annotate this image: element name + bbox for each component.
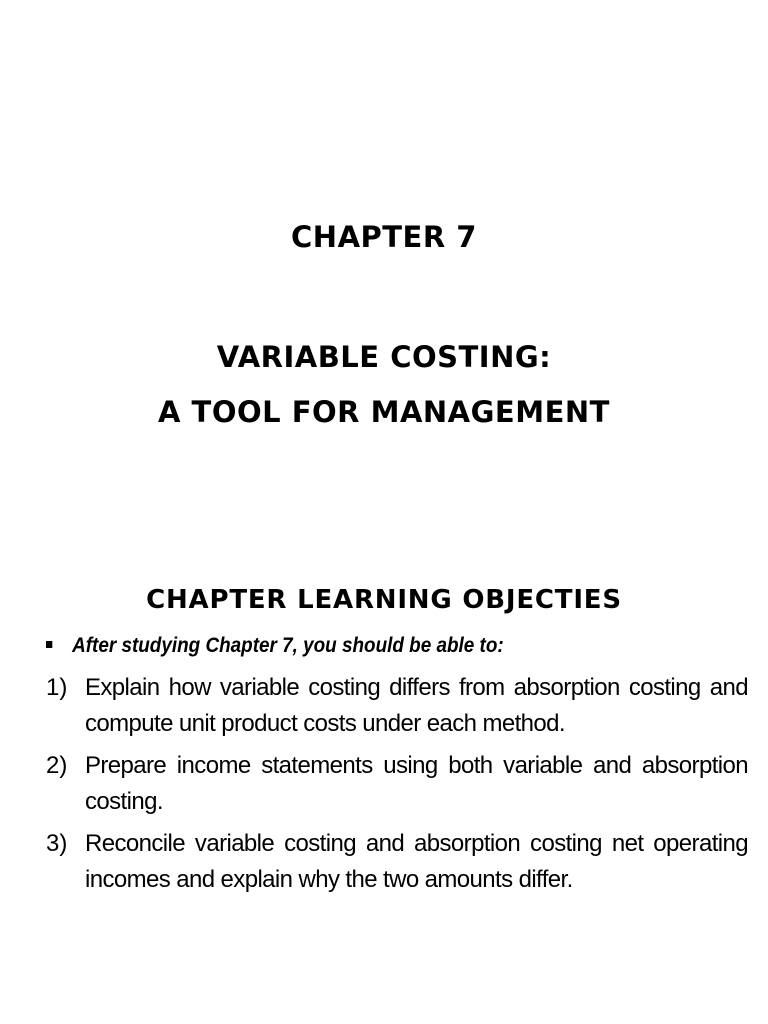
- objectives-intro: [46, 634, 504, 658]
- objectives-heading: CHAPTER LEARNING OBJECTIES: [146, 585, 622, 615]
- chapter-title: [0, 330, 768, 440]
- objective-text: Explain how variable costing differs from absorption costing and compute unit product costs under each method.: [85, 674, 748, 737]
- square-bullet-icon: [46, 641, 52, 648]
- objective-text: Reconcile variable costing and absorption costing net operating incomes and explain why the two amounts differ.: [85, 830, 748, 893]
- objectives-intro-text: After studying Chapter 7, you should be able to:: [72, 634, 504, 657]
- objective-item: [46, 670, 748, 742]
- chapter-title-line: VARIABLE COSTING:: [216, 340, 552, 374]
- objective-item: [46, 748, 748, 820]
- objective-number: 1): [46, 674, 68, 701]
- objective-number: 2): [46, 752, 68, 779]
- objective-text: Prepare income statements using both variable and absorption costing.: [85, 752, 748, 815]
- chapter-number: CHAPTER 7: [291, 220, 477, 254]
- objective-item: [46, 826, 748, 898]
- objectives-list: [46, 670, 748, 904]
- objective-number: 3): [46, 830, 68, 857]
- chapter-title-line: A TOOL FOR MANAGEMENT: [158, 395, 610, 429]
